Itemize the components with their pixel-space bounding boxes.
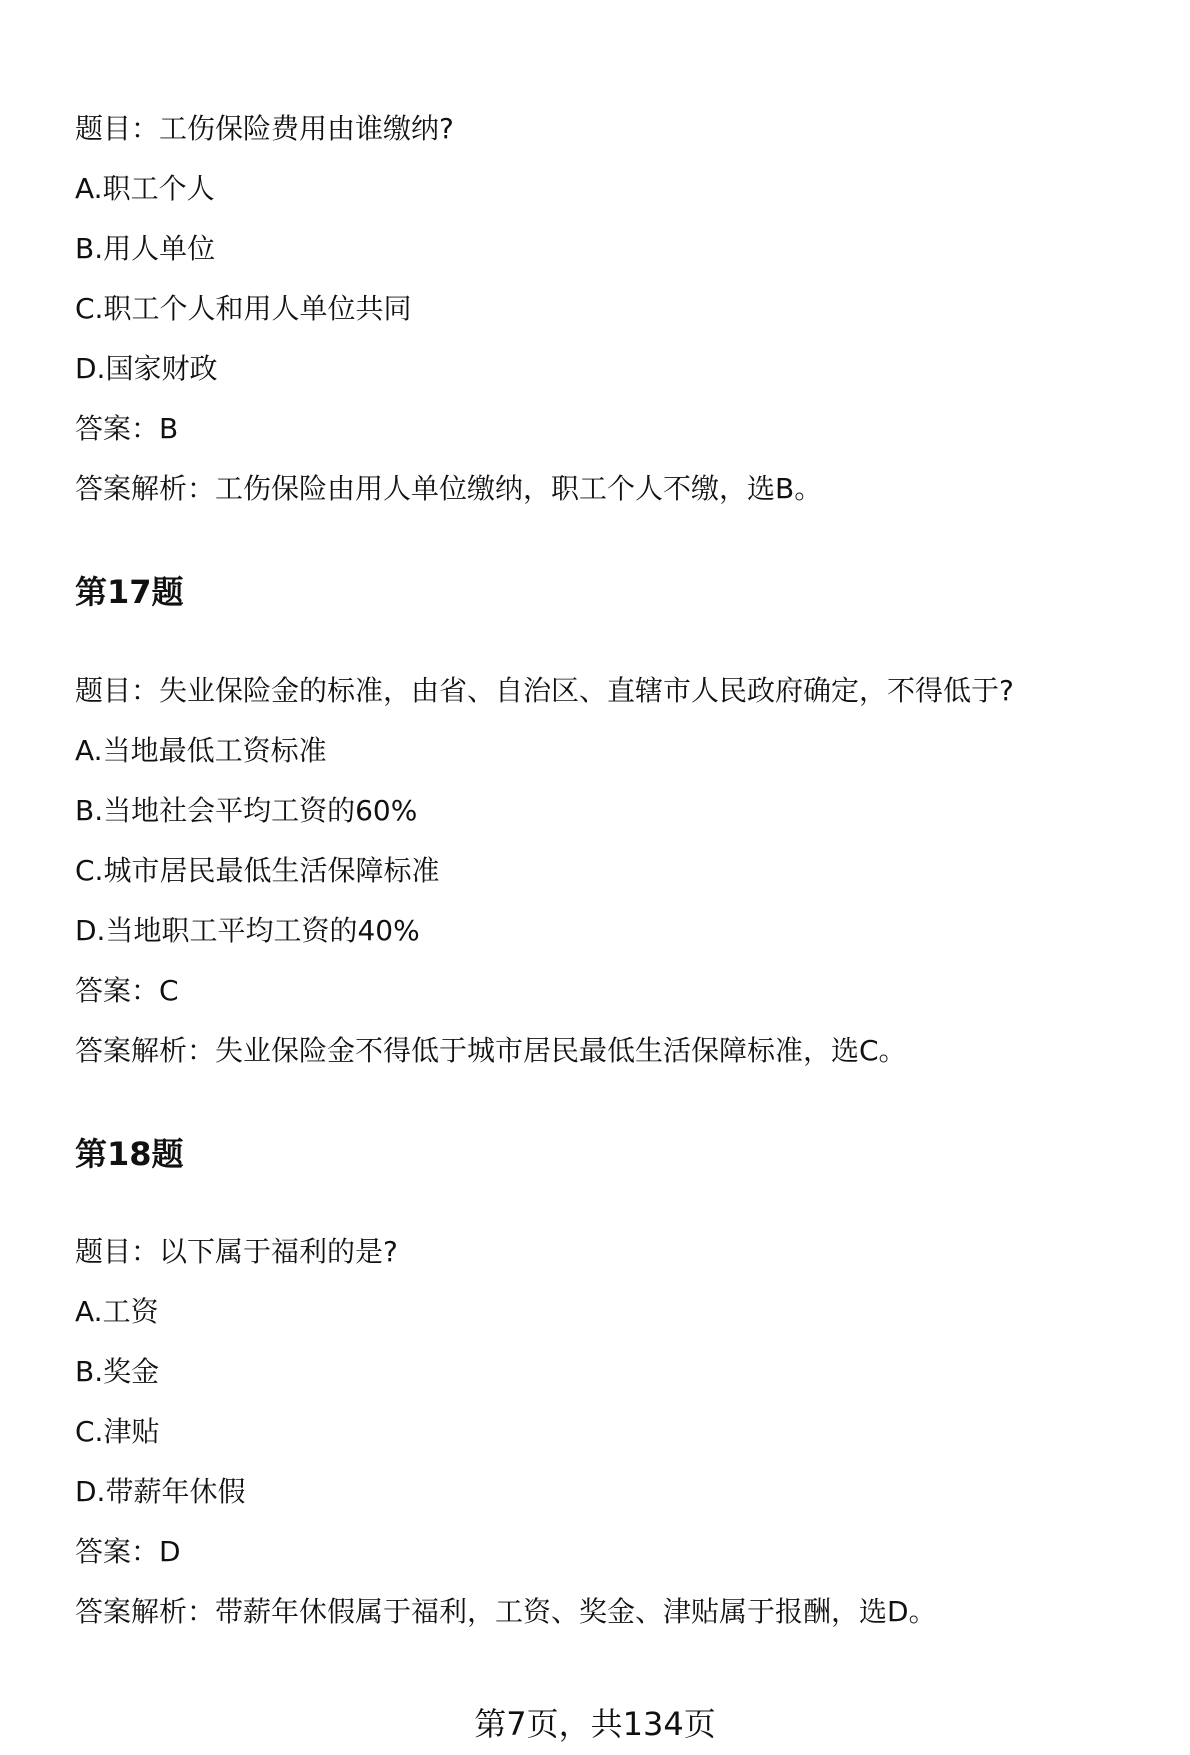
q17-title: 第17题 [75,573,184,611]
q17-option-b: B.当地社会平均工资的60% [75,794,418,827]
q18-option-a: A.工资 [75,1295,159,1328]
q18-answer: 答案：D [75,1535,181,1568]
q18-option-b: B.奖金 [75,1355,160,1388]
q17-question: 题目：失业保险金的标准，由省、自治区、直辖市人民政府确定，不得低于? [75,674,1014,707]
q16-option-b: B.用人单位 [75,232,216,265]
q16-analysis: 答案解析：工伤保险由用人单位缴纳，职工个人不缴，选B。 [75,472,823,505]
q17-answer: 答案：C [75,974,179,1007]
q18-option-d: D.带薪年休假 [75,1475,246,1508]
q17-option-c: C.城市居民最低生活保障标准 [75,854,440,887]
page-number: 第7页，共134页 [474,1705,716,1743]
q17-option-a: A.当地最低工资标准 [75,734,327,767]
q18-analysis: 答案解析：带薪年休假属于福利，工资、奖金、津贴属于报酬，选D。 [75,1595,937,1628]
q18-option-c: C.津贴 [75,1415,160,1448]
q16-option-c: C.职工个人和用人单位共同 [75,292,412,325]
q16-question: 题目：工伤保险费用由谁缴纳? [75,112,454,145]
q16-option-a: A.职工个人 [75,172,215,205]
q16-option-d: D.国家财政 [75,352,218,385]
q17-analysis: 答案解析：失业保险金不得低于城市居民最低生活保障标准，选C。 [75,1034,907,1067]
q16-answer: 答案：B [75,412,179,445]
q18-question: 题目：以下属于福利的是? [75,1235,398,1268]
q17-option-d: D.当地职工平均工资的40% [75,914,420,947]
q18-title: 第18题 [75,1135,184,1173]
